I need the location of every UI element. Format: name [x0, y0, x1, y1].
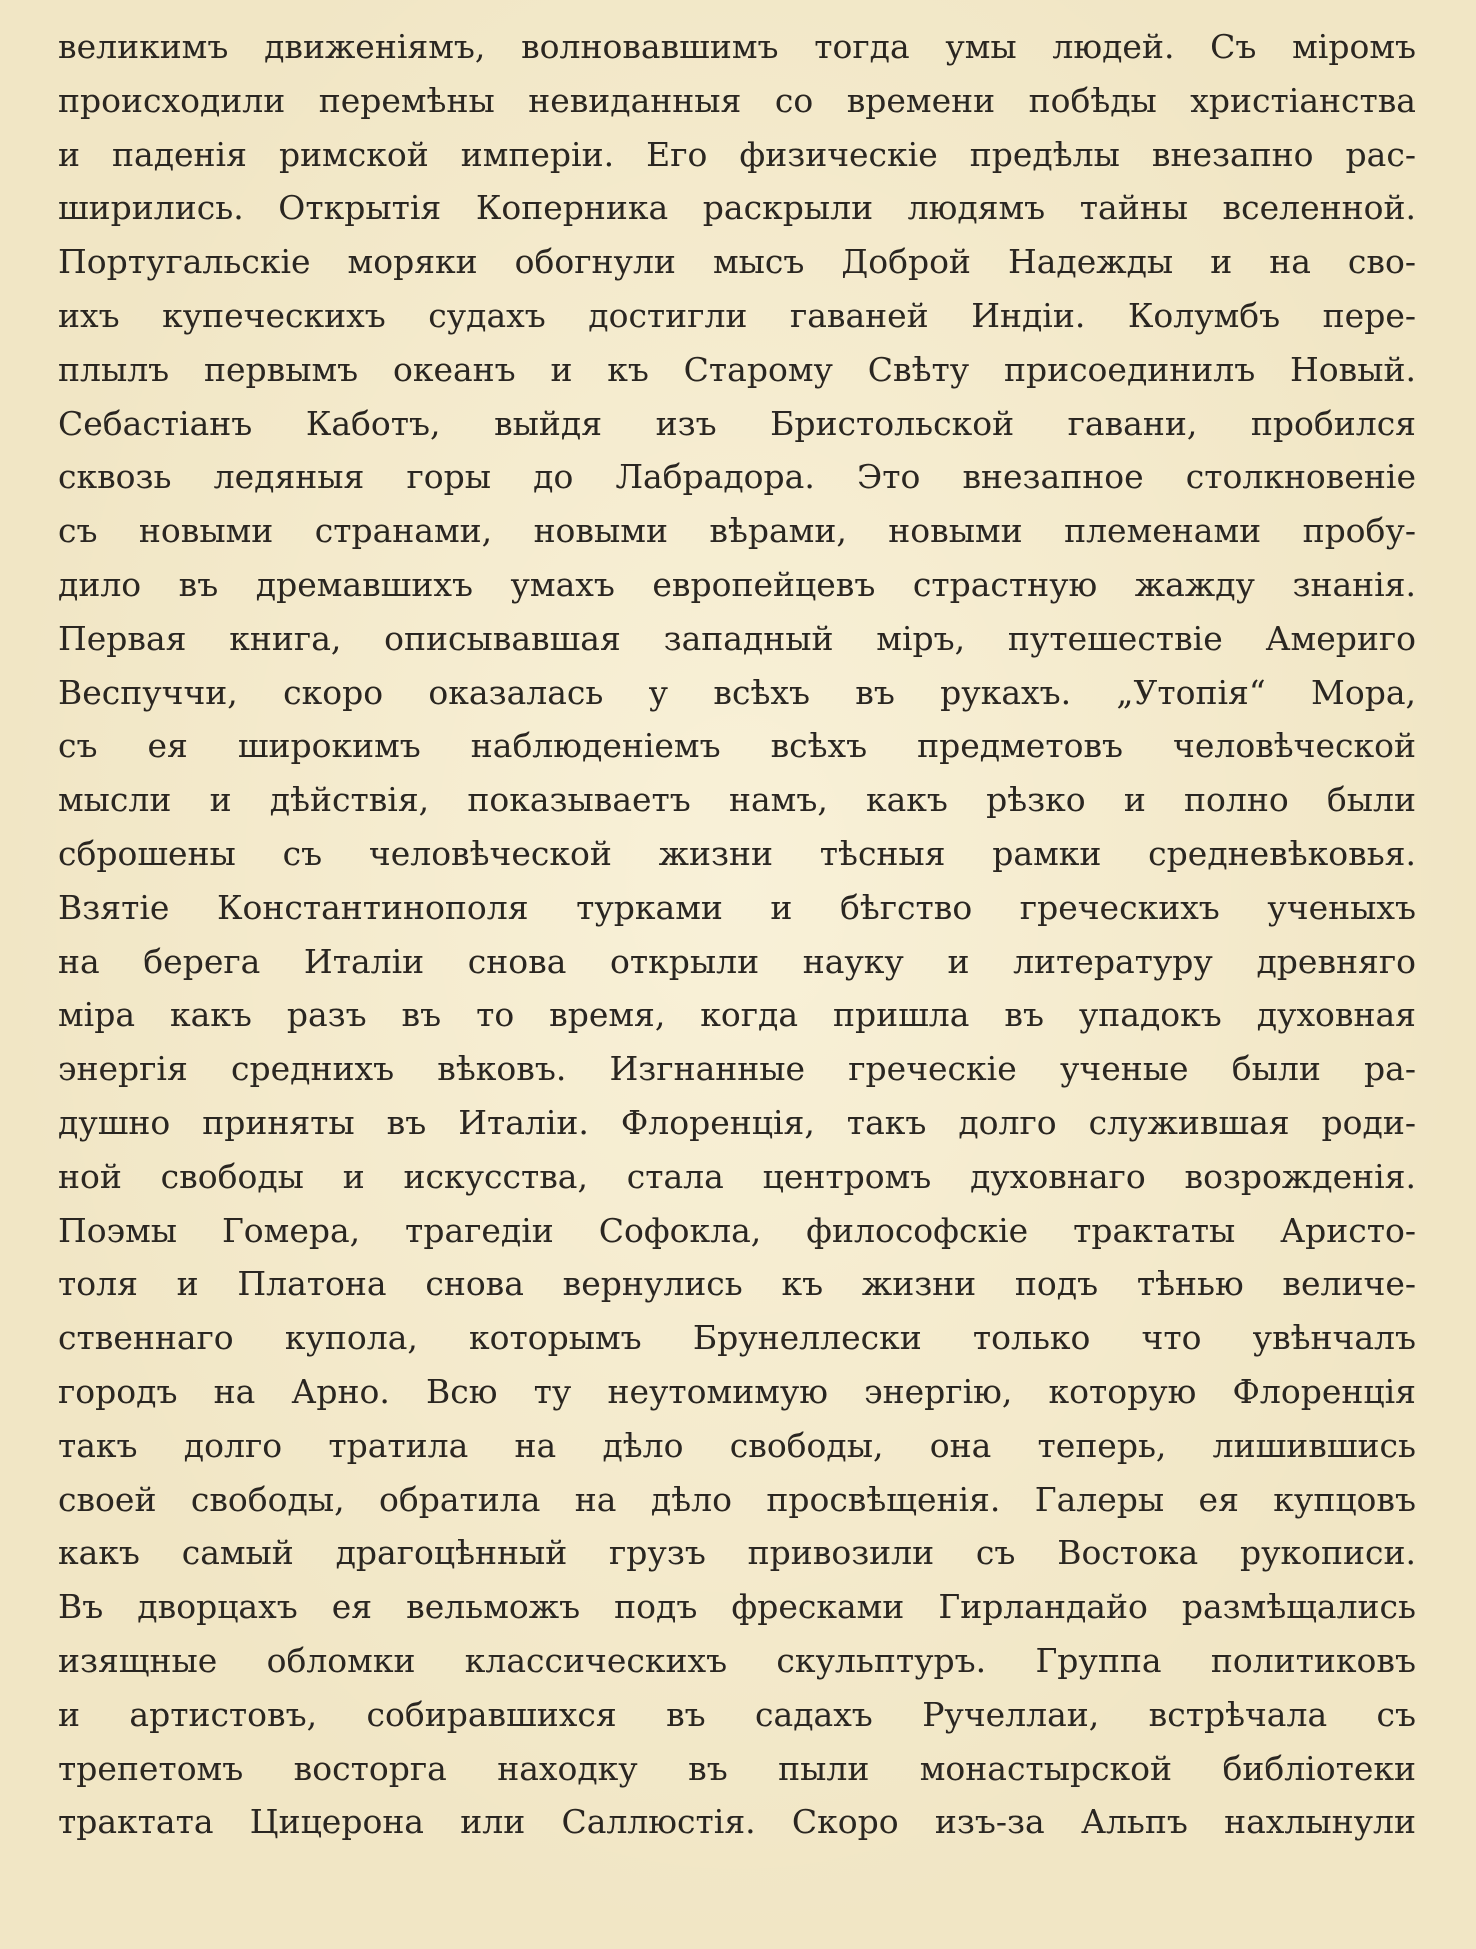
text-line: Себастіанъ Каботъ, выйдя изъ Бристольской гавани, пробился: [58, 403, 1416, 443]
text-line: изящные обломки классическихъ скульптуръ. Группа политиковъ: [58, 1640, 1416, 1680]
text-line: трактата Цицерона или Саллюстія. Скоро изъ-за Альпъ нахлынули: [58, 1802, 1416, 1842]
text-line: плылъ первымъ океанъ и къ Старому Свѣту присоединилъ Новый.: [58, 349, 1416, 389]
text-line: на берега Италіи снова открыли науку и литературу древняго: [58, 941, 1416, 981]
text-line: Португальскіе моряки обогнули мысъ Доброй Надежды и на сво-: [58, 242, 1416, 282]
text-line: трепетомъ восторга находку въ пыли монастырской библіотеки: [58, 1748, 1416, 1788]
text-line: ширились. Открытія Коперника раскрыли людямъ тайны вселенной.: [58, 188, 1416, 228]
text-line: съ новыми странами, новыми вѣрами, новыми племенами пробу-: [58, 511, 1416, 551]
text-line: происходили перемѣны невиданныя со времени побѣды христіанства: [58, 80, 1416, 120]
text-line: Взятіе Константинополя турками и бѣгство греческихъ ученыхъ: [58, 887, 1416, 927]
text-line: и паденія римской имперіи. Его физическіе предѣлы внезапно рас-: [58, 134, 1416, 174]
text-line: сквозь ледяныя горы до Лабрадора. Это внезапное столкновеніе: [58, 457, 1416, 497]
text-line: Въ дворцахъ ея вельможъ подъ фресками Гирландайо размѣщались: [58, 1587, 1416, 1627]
text-line: съ ея широкимъ наблюденіемъ всѣхъ предметовъ человѣческой: [58, 726, 1416, 766]
text-line: великимъ движеніямъ, волновавшимъ тогда умы людей. Съ міромъ: [58, 27, 1416, 66]
text-line: мысли и дѣйствія, показываетъ намъ, какъ рѣзко и полно были: [58, 780, 1416, 820]
text-line: такъ долго тратила на дѣло свободы, она теперь, лишившись: [58, 1425, 1416, 1465]
text-line: Веспуччи, скоро оказалась у всѣхъ въ рукахъ. „Утопія“ Мора,: [58, 672, 1416, 712]
text-line: Первая книга, описывавшая западный міръ, путешествіе Америго: [58, 618, 1416, 658]
text-line: міра какъ разъ въ то время, когда пришла въ упадокъ духовная: [58, 995, 1416, 1035]
text-line: ной свободы и искусства, стала центромъ духовнаго возрожденія.: [58, 1156, 1416, 1196]
text-line: дило въ дремавшихъ умахъ европейцевъ страстную жажду знанія.: [58, 564, 1416, 604]
text-line: какъ самый драгоцѣнный грузъ привозили съ Востока рукописи.: [58, 1533, 1416, 1573]
text-line: Поэмы Гомера, трагедіи Софокла, философскіе трактаты Аристо-: [58, 1210, 1416, 1250]
text-line: ственнаго купола, которымъ Брунеллески только что увѣнчалъ: [58, 1318, 1416, 1358]
text-line: ихъ купеческихъ судахъ достигли гаваней Индіи. Колумбъ пере-: [58, 295, 1416, 335]
text-line: сброшены съ человѣческой жизни тѣсныя рамки средневѣковья.: [58, 833, 1416, 873]
text-line: своей свободы, обратила на дѣло просвѣщенія. Галеры ея купцовъ: [58, 1479, 1416, 1519]
body-text: [58, 20, 1416, 1849]
text-line: душно приняты въ Италіи. Флоренція, такъ долго служившая роди-: [58, 1102, 1416, 1142]
text-line: энергія среднихъ вѣковъ. Изгнанные греческіе ученые были ра-: [58, 1049, 1416, 1089]
text-line: городъ на Арно. Всю ту неутомимую энергію, которую Флоренція: [58, 1371, 1416, 1411]
text-line: толя и Платона снова вернулись къ жизни подъ тѣнью величе-: [58, 1264, 1416, 1304]
text-line: и артистовъ, собиравшихся въ садахъ Ручеллаи, встрѣчала съ: [58, 1694, 1416, 1734]
